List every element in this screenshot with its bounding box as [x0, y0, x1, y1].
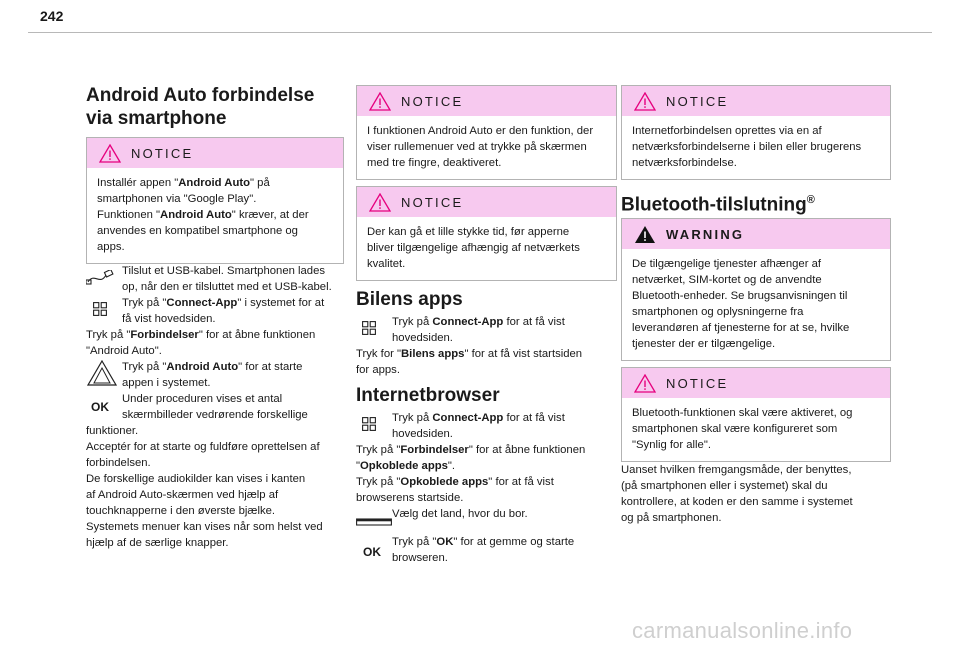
warning-triangle-filled-icon: [634, 225, 656, 244]
bluetooth-paragraph: [621, 462, 911, 526]
notice-header: [357, 86, 616, 116]
warning-triangle-icon: [634, 92, 656, 111]
ok-icon: OK: [363, 545, 381, 559]
text-run: tjenester der er tilgængelige.: [632, 338, 776, 350]
text-run: touchknapperne i den øverste bjælke.: [86, 505, 276, 517]
text-line: [86, 439, 356, 455]
text-run: "Android Auto".: [86, 345, 162, 357]
warning-triangle-icon: [99, 144, 121, 163]
bold-term: Android Auto: [166, 361, 239, 373]
text-run: for at få vist: [503, 316, 565, 328]
text-line: [86, 263, 356, 279]
title-line: via smartphone: [86, 108, 227, 129]
text-line: [86, 295, 356, 311]
text-run: Installér appen ": [97, 177, 179, 189]
text-run: anvendes en kompatibel smartphone og: [97, 225, 298, 237]
text-run: Internetforbindelsen oprettes via en af: [632, 125, 822, 137]
text-run: leverandøren af tjenesterne for at se, hvilke: [632, 322, 850, 334]
text-line: [97, 175, 333, 191]
text-run: Tryk på ": [356, 476, 401, 488]
text-line: [367, 240, 606, 256]
text-run: smartphonen og oplysningerne fra: [632, 306, 804, 318]
bluetooth-title-text: Bluetooth-tilslutning: [621, 194, 807, 216]
text-run: Tryk for ": [356, 348, 402, 360]
text-line: [97, 207, 333, 223]
text-run: ": [356, 460, 361, 472]
text-line: [86, 503, 356, 519]
text-line: [356, 442, 618, 458]
bilens-apps-text: [356, 314, 618, 378]
warning-triangle-icon: [369, 92, 391, 111]
notice-label: NOTICE: [666, 94, 729, 109]
text-line: [86, 487, 356, 503]
text-line: [632, 336, 880, 352]
page-number: 242: [40, 8, 64, 24]
text-run: Acceptér for at starte og fuldføre oprettelsen af: [86, 441, 320, 453]
text-run: netværksforbindelse.: [632, 157, 737, 169]
text-line: [356, 490, 618, 506]
text-line: [86, 343, 356, 359]
text-run: " for at åbne funktionen: [198, 329, 316, 341]
text-line: [632, 405, 880, 421]
text-line: [632, 320, 880, 336]
text-line: [86, 359, 356, 375]
text-run: hovedsiden.: [392, 332, 453, 344]
notice-body: [357, 116, 616, 179]
text-run: Tryk på ": [86, 329, 131, 341]
bold-term: Android Auto: [160, 209, 232, 221]
bold-term: Opkoblede apps: [360, 460, 448, 472]
text-line: [367, 123, 606, 139]
text-run: " kræver, at der: [231, 209, 309, 221]
text-run: Tryk på ": [356, 444, 401, 456]
text-line: [86, 311, 356, 327]
text-line: [632, 139, 880, 155]
text-line: [632, 437, 880, 453]
header-divider: [28, 32, 932, 33]
paragraph-line: kontrollere, at koden er den samme i systemet: [621, 496, 853, 508]
text-run: Bluetooth-enheder. Se brugsanvisningen til: [632, 290, 848, 302]
text-line: [86, 519, 356, 535]
text-line: [356, 410, 618, 426]
android-auto-icon: [87, 360, 117, 386]
text-line: [356, 426, 618, 442]
notice-header: [622, 368, 890, 398]
text-run: Under proceduren vises et antal: [122, 393, 283, 405]
text-line: [86, 455, 356, 471]
grid-apps-icon: [93, 302, 107, 316]
notice-label: NOTICE: [666, 376, 729, 391]
text-line: [367, 155, 606, 171]
text-run: ".: [447, 460, 456, 472]
notice-label: NOTICE: [131, 146, 194, 161]
registered-mark: ®: [806, 194, 815, 206]
text-run: forbindelsen.: [86, 457, 151, 469]
internetbrowser-text: [356, 410, 618, 566]
text-line: [86, 391, 356, 407]
text-run: smartphonen via "Google Play".: [97, 193, 257, 205]
text-line: [356, 346, 618, 362]
warning-triangle-icon: [369, 193, 391, 212]
notice-box: [86, 137, 344, 264]
text-run: " for at starte: [238, 361, 303, 373]
text-run: få vist hovedsiden.: [122, 313, 216, 325]
notice-body: [622, 116, 890, 179]
text-run: netværket, SIM-kortet og de anvendte: [632, 274, 822, 286]
warning-triangle-icon: [634, 374, 656, 393]
text-run: netværksforbindelserne i bilen eller brugerens: [632, 141, 862, 153]
text-line: [632, 304, 880, 320]
text-run: Vælg det land, hvor du bor.: [392, 508, 528, 520]
text-run: Tryk på ": [122, 297, 167, 309]
text-run: " på: [250, 177, 270, 189]
text-run: Systemets menuer kan vises når som helst ved: [86, 521, 323, 533]
text-run: op, når den er tilsluttet med et USB-kabel.: [122, 281, 332, 293]
notice-body: [622, 398, 890, 461]
notice-box: [356, 85, 617, 180]
bold-term: Connect-App: [432, 316, 504, 328]
warning-box: [621, 218, 891, 361]
text-run: appen i systemet.: [122, 377, 211, 389]
grid-apps-icon: [362, 321, 376, 335]
text-run: browserens startside.: [356, 492, 464, 504]
text-line: [356, 330, 618, 346]
usb-cable-icon: [86, 270, 114, 286]
bold-term: Android Auto: [178, 177, 251, 189]
text-run: browseren.: [392, 552, 448, 564]
text-line: [97, 223, 333, 239]
section-title-bluetooth: [621, 189, 815, 216]
text-run: " for at åbne funktionen: [468, 444, 586, 456]
text-line: [86, 375, 356, 391]
android-auto-steps: [86, 263, 356, 551]
bold-term: OK: [436, 536, 454, 548]
text-run: af Android Auto-skærmen ved hjælp af: [86, 489, 279, 501]
text-run: hovedsiden.: [392, 428, 453, 440]
text-run: viser rullemenuer ved at trykke på skærmen: [367, 141, 587, 153]
bold-term: Connect-App: [166, 297, 238, 309]
text-line: [356, 474, 618, 490]
notice-label: NOTICE: [401, 94, 464, 109]
text-run: for at få vist: [503, 412, 565, 424]
text-run: Bluetooth-funktionen skal være aktiveret, og: [632, 407, 853, 419]
text-line: [632, 288, 880, 304]
paragraph-line: og på smartphonen.: [621, 512, 722, 524]
text-line: [86, 535, 356, 551]
text-line: [86, 423, 356, 439]
notice-header: [87, 138, 343, 168]
text-line: [367, 256, 606, 272]
paragraph-line: (på smartphonen eller i systemet) skal du: [621, 480, 828, 492]
text-run: Tryk på ": [392, 536, 437, 548]
text-run: hjælp af de særlige knapper.: [86, 537, 229, 549]
text-line: [86, 471, 356, 487]
text-run: " for at få vist startsiden: [464, 348, 583, 360]
text-run: " for at gemme og starte: [453, 536, 575, 548]
notice-box: [356, 186, 617, 281]
bold-term: Connect-App: [432, 412, 504, 424]
bold-term: Forbindelser: [130, 329, 199, 341]
ok-icon: OK: [91, 400, 109, 414]
text-run: " for at få vist: [488, 476, 554, 488]
text-run: Der kan gå et lille stykke tid, før apperne: [367, 226, 570, 238]
text-line: [356, 534, 618, 550]
text-line: [97, 239, 333, 255]
text-line: [356, 362, 618, 378]
bold-term: Opkoblede apps: [400, 476, 489, 488]
text-line: [367, 224, 606, 240]
text-line: [356, 550, 618, 566]
text-run: for apps.: [356, 364, 400, 376]
bold-term: Bilens apps: [401, 348, 465, 360]
text-run: smartphonen skal være konfigureret som: [632, 423, 838, 435]
text-run: I funktionen Android Auto er den funktion, der: [367, 125, 594, 137]
notice-box: [621, 367, 891, 462]
keyboard-field-icon: [356, 517, 392, 527]
text-line: [632, 155, 880, 171]
grid-apps-icon: [362, 417, 376, 431]
warning-label: WARNING: [666, 227, 745, 242]
text-line: [367, 139, 606, 155]
notice-header: [357, 187, 616, 217]
text-run: De tilgængelige tjenester afhænger af: [632, 258, 822, 270]
text-line: [86, 327, 356, 343]
text-run: Tryk på ": [122, 361, 167, 373]
text-run: Funktionen ": [97, 209, 161, 221]
watermark: carmanualsonline.info: [632, 618, 853, 643]
section-title-bilens-apps: Bilens apps: [356, 289, 463, 310]
text-run: funktioner.: [86, 425, 139, 437]
text-run: Tilslut et USB-kabel. Smartphonen lades: [122, 265, 326, 277]
text-line: [632, 421, 880, 437]
warning-header: [622, 219, 890, 249]
text-line: [356, 458, 618, 474]
text-line: [356, 506, 618, 522]
title-line: Android Auto forbindelse: [86, 85, 315, 106]
text-line: [97, 191, 333, 207]
text-line: [356, 314, 618, 330]
text-run: Tryk på: [392, 412, 433, 424]
notice-box: [621, 85, 891, 180]
notice-label: NOTICE: [401, 195, 464, 210]
text-line: [86, 279, 356, 295]
section-title-internetbrowser: Internetbrowser: [356, 385, 500, 406]
warning-body: [622, 249, 890, 360]
notice-body: [357, 217, 616, 280]
text-run: skærmbilleder vedrørende forskellige: [122, 409, 308, 421]
bold-term: Forbindelser: [400, 444, 469, 456]
notice-header: [622, 86, 890, 116]
section-title-android-auto: [86, 84, 314, 130]
notice-body: [87, 168, 343, 263]
text-run: kvalitet.: [367, 258, 406, 270]
text-line: [632, 272, 880, 288]
text-run: De forskellige audiokilder kan vises i kanten: [86, 473, 306, 485]
text-run: bliver tilgængelige afhængig af netværkets: [367, 242, 580, 254]
text-line: [632, 123, 880, 139]
text-line: [86, 407, 356, 423]
text-run: " i systemet for at: [237, 297, 325, 309]
text-run: "Synlig for alle".: [632, 439, 711, 451]
text-run: Tryk på: [392, 316, 433, 328]
text-run: apps.: [97, 241, 125, 253]
text-line: [632, 256, 880, 272]
paragraph-line: Uanset hvilken fremgangsmåde, der benyttes,: [621, 464, 852, 476]
text-run: med tre fingre, deaktiveret.: [367, 157, 502, 169]
